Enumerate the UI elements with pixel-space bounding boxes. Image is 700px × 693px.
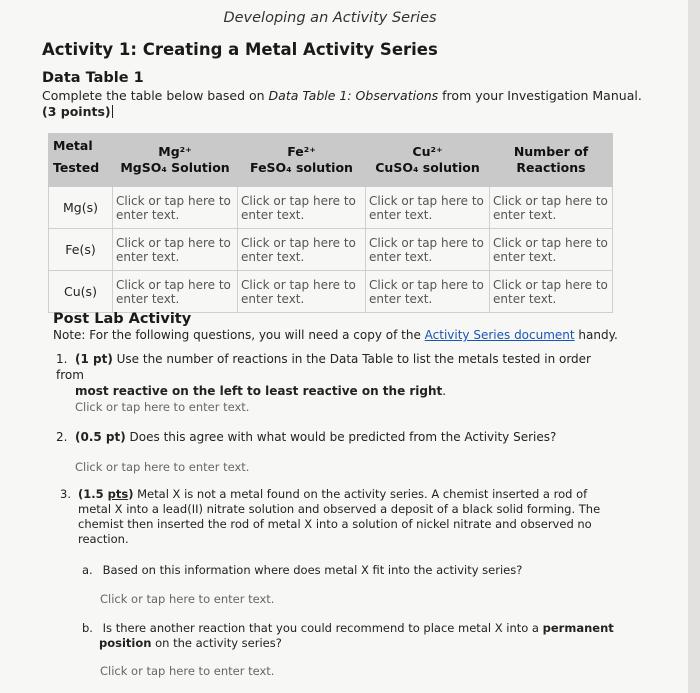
answer-field-q3b[interactable]: Click or tap here to enter text. <box>100 664 275 678</box>
answer-field-q2[interactable]: Click or tap here to enter text. <box>75 460 250 474</box>
table-row-cu <box>49 271 613 313</box>
text-cursor <box>112 105 113 118</box>
input-cell-cu-feso4[interactable]: Click or tap here to enter text. <box>238 271 366 313</box>
input-cell-fe-mgso4[interactable]: Click or tap here to enter text. <box>113 229 238 271</box>
input-cell-fe-reactions[interactable]: Click or tap here to enter text. <box>490 229 613 271</box>
table-row-fe <box>49 229 613 271</box>
background-margin <box>688 0 700 693</box>
header-cu-solution: Cu²⁺ CuSO₄ solution <box>366 134 490 187</box>
question-1: 1. (1 pt) Use the number of reactions in the Data Table to list the metals tested in order from most reactive on the left to least reactive on the right. <box>56 352 591 398</box>
input-cell-fe-cuso4[interactable]: Click or tap here to enter text. <box>366 229 490 271</box>
input-cell-cu-reactions[interactable]: Click or tap here to enter text. <box>490 271 613 313</box>
post-lab-title: Post Lab Activity <box>53 311 192 327</box>
row-label-cu: Cu(s) <box>49 271 113 313</box>
row-label-fe: Fe(s) <box>49 229 113 271</box>
activity-series-link[interactable]: Activity Series document <box>424 328 575 342</box>
input-cell-cu-cuso4[interactable]: Click or tap here to enter text. <box>366 271 490 313</box>
input-cell-mg-cuso4[interactable]: Click or tap here to enter text. <box>366 187 490 229</box>
series-title: Developing an Activity Series <box>223 10 437 26</box>
row-label-mg: Mg(s) <box>49 187 113 229</box>
header-fe-solution: Fe²⁺ FeSO₄ solution <box>238 134 366 187</box>
answer-field-q1[interactable]: Click or tap here to enter text. <box>75 400 250 414</box>
question-3: 3. (1.5 pts) Metal X is not a metal found on the activity series. A chemist inserted a rod of metal X into a lead(II) nitrate solution and observed a deposit of a black solid forming. The chemist then inserted the rod of metal X into a solution of nickel nitrate and observed no reaction. <box>60 487 601 546</box>
input-cell-mg-mgso4[interactable]: Click or tap here to enter text. <box>113 187 238 229</box>
header-metal-tested: Metal Tested <box>49 134 113 187</box>
input-cell-cu-mgso4[interactable]: Click or tap here to enter text. <box>113 271 238 313</box>
data-table-title: Data Table 1 <box>42 70 144 86</box>
table-row-mg <box>49 187 613 229</box>
table-header-row <box>49 134 613 187</box>
points-label: (3 points) <box>42 104 111 119</box>
question-3b: b. Is there another reaction that you could recommend to place metal X into a permanent position on the activity series? <box>82 621 614 650</box>
question-3a: a. Based on this information where does metal X fit into the activity series? <box>82 563 523 577</box>
answer-field-q3a[interactable]: Click or tap here to enter text. <box>100 592 275 606</box>
activity-title: Activity 1: Creating a Metal Activity Series <box>42 40 438 59</box>
input-cell-mg-reactions[interactable]: Click or tap here to enter text. <box>490 187 613 229</box>
header-mg-solution: Mg²⁺ MgSO₄ Solution <box>113 134 238 187</box>
input-cell-mg-feso4[interactable]: Click or tap here to enter text. <box>238 187 366 229</box>
data-table <box>48 133 613 313</box>
question-2: 2. (0.5 pt) Does this agree with what would be predicted from the Activity Series? <box>56 430 557 444</box>
header-number-of-reactions: Number of Reactions <box>490 134 613 187</box>
table-instructions: Complete the table below based on Data Table 1: Observations from your Investigation Manual. (3 points) <box>42 88 642 119</box>
input-cell-fe-feso4[interactable]: Click or tap here to enter text. <box>238 229 366 271</box>
post-lab-note: Note: For the following questions, you will need a copy of the Activity Series document handy. <box>53 328 618 342</box>
